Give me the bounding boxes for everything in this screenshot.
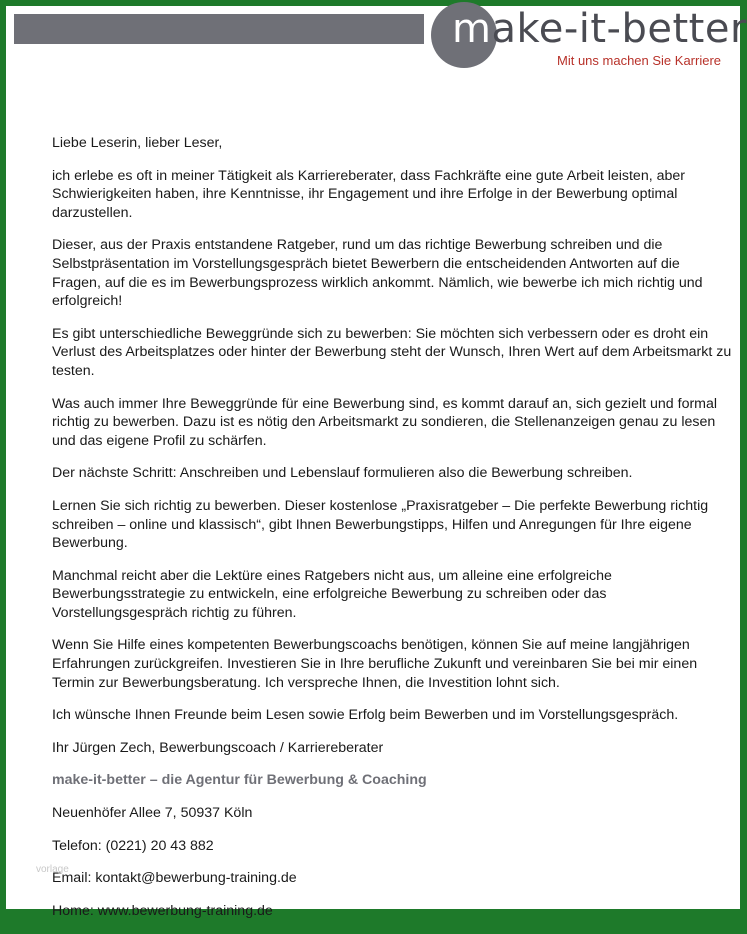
watermark: vorlage bbox=[36, 864, 69, 875]
signature: Ihr Jürgen Zech, Bewerbungscoach / Karriereberater bbox=[52, 739, 384, 756]
document-page bbox=[6, 6, 747, 919]
paragraph-2: Dieser, aus der Praxis entstandene Ratgeber, rund um das richtige Bewerbung schreiben und die Selbstpräsentation im Vorstellungsgespräch bietet Bewerbern die entscheidenden Antworten auf die Fragen, auf die es im Bewerbungsprozess wirklich ankommt. Nämlich, wie bewerbe ich mich richtig und erfolgreich! bbox=[52, 237, 703, 310]
logo-prefix: m bbox=[452, 6, 492, 52]
paragraph-1: ich erlebe es oft in meiner Tätigkeit als Karriereberater, dass Fachkräfte eine gute Arbeit leisten, aber Schwierigkeiten haben, ihre Kenntnisse, ihr Engagement und ihre Erfolge in der Bewerbung optimal darzustellen. bbox=[52, 167, 685, 221]
contact-email: Email: kontakt@bewerbung-training.de bbox=[52, 870, 297, 887]
letter-body bbox=[52, 134, 732, 934]
paragraph-7: Manchmal reicht aber die Lektüre eines Ratgebers nicht aus, um alleine eine erfolgreiche Bewerbungsstrategie zu entwickeln, eine erfolgreiche Bewerbung zu schreiben oder das Vorstellungsgespräch richtig zu führen. bbox=[52, 567, 612, 621]
contact-address: Neuenhöfer Allee 7, 50937 Köln bbox=[52, 805, 253, 822]
greeting: Liebe Leserin, lieber Leser, bbox=[52, 135, 223, 151]
logo-rest: ake-it-better bbox=[491, 6, 747, 52]
paragraph-6: Lernen Sie sich richtig zu bewerben. Dieser kostenlose „Praxisratgeber – Die perfekte Bewerbung richtig schreiben – online und klassisch“, gibt Ihnen Bewerbungstipps, Hilfen und Anregungen für Ihre eigene Bewerbung. bbox=[52, 497, 709, 552]
paragraph-4: Was auch immer Ihre Beweggründe für eine Bewerbung sind, es kommt darauf an, sich gezielt und formal richtig zu bewerben. Dazu ist es nötig den Arbeitsmarkt zu sondieren, die Stellenanzeigen genau zu lesen und das eigene Profil zu schärfen. bbox=[52, 395, 718, 449]
paragraph-8: Wenn Sie Hilfe eines kompetenten Bewerbungscoachs benötigen, können Sie auf meine langjährigen Erfahrungen zurückgreifen. Investieren Sie in Ihre berufliche Zukunft und vereinbaren Sie bei mir einen Termin zur Bewerbungsberatung. Ich verspreche Ihnen, die Investition lohnt sich. bbox=[52, 637, 698, 691]
header-bar bbox=[14, 14, 424, 44]
paragraph-5: Der nächste Schritt: Anschreiben und Lebenslauf formulieren also die Bewerbung schreiben. bbox=[52, 465, 633, 482]
logo bbox=[452, 6, 747, 52]
company-name: make-it-better – die Agentur für Bewerbung & Coaching bbox=[52, 772, 427, 789]
paragraph-9: Ich wünsche Ihnen Freunde beim Lesen sowie Erfolg beim Bewerben und im Vorstellungsgespräch. bbox=[52, 707, 679, 724]
contact-home: Home: www.bewerbung-training.de bbox=[52, 902, 273, 919]
logo-tagline: Mit uns machen Sie Karriere bbox=[557, 53, 722, 68]
contact-phone: Telefon: (0221) 20 43 882 bbox=[52, 837, 214, 854]
paragraph-3: Es gibt unterschiedliche Beweggründe sich zu bewerben: Sie möchten sich verbessern oder es droht ein Verlust des Arbeitsplatzes oder hinter der Bewerbung steht der Wunsch, Ihren Wert auf dem Arbeitsmarkt zu testen. bbox=[52, 325, 732, 379]
